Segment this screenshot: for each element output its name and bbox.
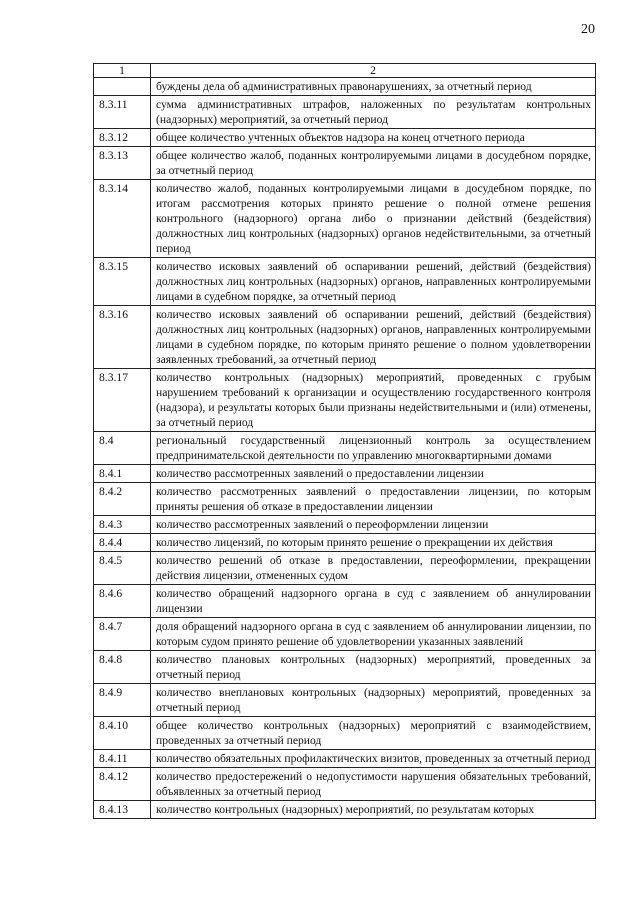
row-text: количество лицензий, по которым принято решение о прекращении их действия bbox=[151, 534, 596, 552]
table-row bbox=[94, 78, 596, 96]
row-text: буждены дела об административных правонарушениях, за отчетный период bbox=[151, 78, 596, 96]
row-code bbox=[94, 78, 151, 96]
row-text: количество рассмотренных заявлений о переоформлении лицензии bbox=[151, 516, 596, 534]
table-row bbox=[94, 768, 596, 801]
row-code: 8.4.10 bbox=[94, 717, 151, 750]
row-code: 8.4.5 bbox=[94, 552, 151, 585]
row-code: 8.4 bbox=[94, 432, 151, 465]
row-text: количество внеплановых контрольных (надзорных) мероприятий, проведенных за отчетный период bbox=[151, 684, 596, 717]
indicators-table bbox=[93, 63, 596, 819]
table-row bbox=[94, 516, 596, 534]
row-text: общее количество учтенных объектов надзора на конец отчетного периода bbox=[151, 129, 596, 147]
page-number: 20 bbox=[581, 22, 595, 37]
table-row bbox=[94, 651, 596, 684]
row-text: количество контрольных (надзорных) мероприятий, проведенных с грубым нарушением требований к организации и осуществлению государственного контроля (надзора), и результаты которых были признаны недействительными и (или) отменены, за отчетный период bbox=[151, 369, 596, 432]
row-code: 8.4.12 bbox=[94, 768, 151, 801]
table-row bbox=[94, 552, 596, 585]
row-code: 8.3.17 bbox=[94, 369, 151, 432]
row-code: 8.3.11 bbox=[94, 96, 151, 129]
row-text: количество плановых контрольных (надзорных) мероприятий, проведенных за отчетный период bbox=[151, 651, 596, 684]
table-row bbox=[94, 432, 596, 465]
table-row bbox=[94, 180, 596, 258]
row-code: 8.3.16 bbox=[94, 306, 151, 369]
table-row bbox=[94, 534, 596, 552]
table-row bbox=[94, 750, 596, 768]
table-header-row bbox=[94, 64, 596, 78]
column-header-1: 1 bbox=[94, 64, 151, 78]
table-row bbox=[94, 801, 596, 819]
row-text: количество обращений надзорного органа в суд с заявлением об аннулировании лицензии bbox=[151, 585, 596, 618]
row-text: количество исковых заявлений об оспаривании решений, действий (бездействия) должностных лиц контрольных (надзорных) органов, направленных контролируемыми лицами в судебном порядке, по которым принято решение о полном удовлетворении заявленных требований, за отчетный период bbox=[151, 306, 596, 369]
row-text: количество решений об отказе в предоставлении, переоформлении, прекращении действия лицензии, отмененных судом bbox=[151, 552, 596, 585]
row-code: 8.4.9 bbox=[94, 684, 151, 717]
row-code: 8.3.14 bbox=[94, 180, 151, 258]
row-text: общее количество контрольных (надзорных) мероприятий с взаимодействием, проведенных за отчетный период bbox=[151, 717, 596, 750]
table-row bbox=[94, 717, 596, 750]
row-code: 8.3.15 bbox=[94, 258, 151, 306]
row-text: общее количество жалоб, поданных контролируемыми лицами в досудебном порядке, за отчетный период bbox=[151, 147, 596, 180]
row-code: 8.4.4 bbox=[94, 534, 151, 552]
table-row bbox=[94, 684, 596, 717]
table-row bbox=[94, 618, 596, 651]
row-code: 8.4.13 bbox=[94, 801, 151, 819]
row-text: количество рассмотренных заявлений о предоставлении лицензии bbox=[151, 465, 596, 483]
row-text: количество обязательных профилактических визитов, проведенных за отчетный период bbox=[151, 750, 596, 768]
table-row bbox=[94, 147, 596, 180]
table-row bbox=[94, 306, 596, 369]
row-code: 8.4.6 bbox=[94, 585, 151, 618]
table-row bbox=[94, 585, 596, 618]
row-text: количество жалоб, поданных контролируемыми лицами в досудебном порядке, по итогам рассмотрения которых принято решение о полной отмене решения контрольного (надзорного) органа либо о признании действий (бездействия) должностных лиц контрольных (надзорных) органов недействительными, за отчетный период bbox=[151, 180, 596, 258]
row-code: 8.4.3 bbox=[94, 516, 151, 534]
row-text: количество исковых заявлений об оспаривании решений, действий (бездействия) должностных лиц контрольных (надзорных) органов, направленных контролируемыми лицами в судебном порядке, за отчетный период bbox=[151, 258, 596, 306]
row-text: количество рассмотренных заявлений о предоставлении лицензии, по которым приняты решения об отказе в предоставлении лицензии bbox=[151, 483, 596, 516]
row-code: 8.3.13 bbox=[94, 147, 151, 180]
table-row bbox=[94, 465, 596, 483]
row-text: количество предостережений о недопустимости нарушения обязательных требований, объявленных за отчетный период bbox=[151, 768, 596, 801]
row-code: 8.4.8 bbox=[94, 651, 151, 684]
row-text: доля обращений надзорного органа в суд с заявлением об аннулировании лицензии, по которым судом принято решение об удовлетворении указанных заявлений bbox=[151, 618, 596, 651]
row-code: 8.4.1 bbox=[94, 465, 151, 483]
row-code: 8.4.11 bbox=[94, 750, 151, 768]
row-code: 8.4.2 bbox=[94, 483, 151, 516]
table-row bbox=[94, 369, 596, 432]
row-text: сумма административных штрафов, наложенных по результатам контрольных (надзорных) мероприятий, за отчетный период bbox=[151, 96, 596, 129]
table-row bbox=[94, 96, 596, 129]
row-text: региональный государственный лицензионный контроль за осуществлением предпринимательской деятельности по управлению многоквартирными домами bbox=[151, 432, 596, 465]
row-code: 8.3.12 bbox=[94, 129, 151, 147]
table-row bbox=[94, 129, 596, 147]
row-code: 8.4.7 bbox=[94, 618, 151, 651]
row-text: количество контрольных (надзорных) мероприятий, по результатам которых bbox=[151, 801, 596, 819]
column-header-2: 2 bbox=[151, 64, 596, 78]
table-row bbox=[94, 258, 596, 306]
table-row bbox=[94, 483, 596, 516]
